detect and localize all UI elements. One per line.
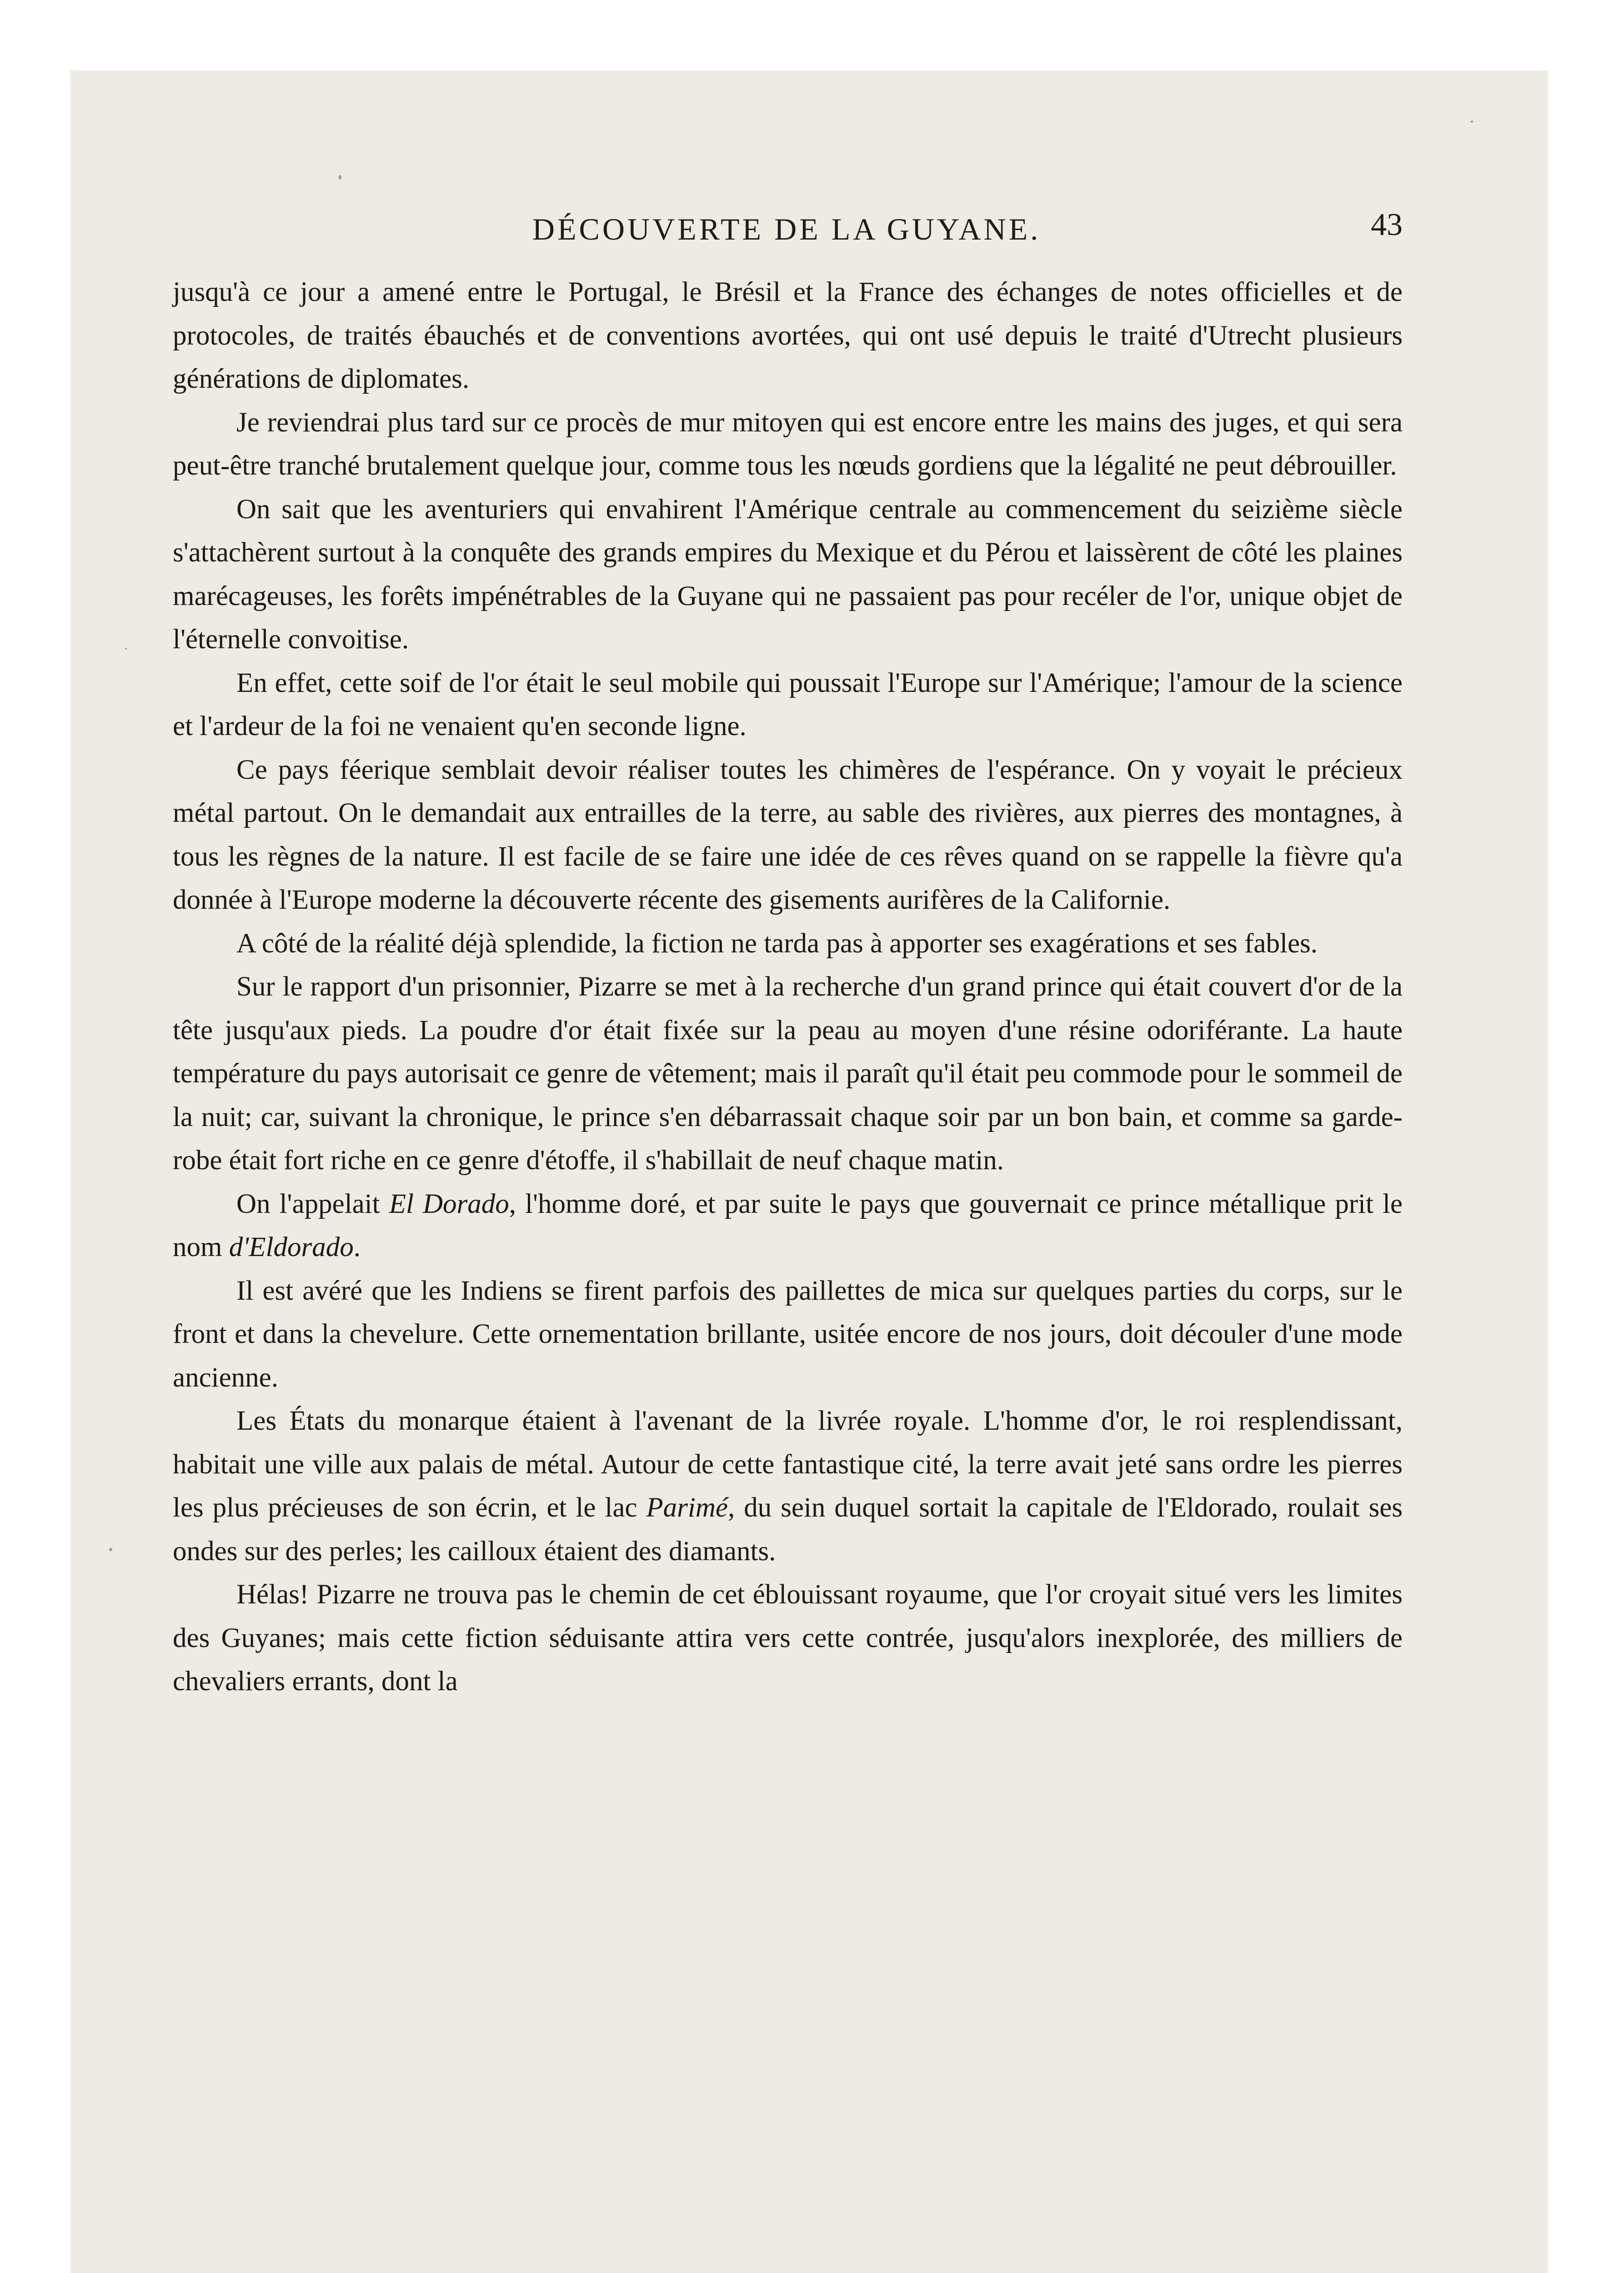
- paragraph-text: En effet, cette soif de l'or était le seul mobile qui poussait l'Europe sur l'Amérique; l'amour de la science et l'ardeur de la foi ne venaient qu'en seconde ligne.: [173, 667, 1403, 741]
- paragraph: [173, 401, 1403, 488]
- paragraph-text: Les États du monarque étaient à l'avenant de la livrée royale. L'homme d'or, le roi resplendissant, habitait une ville aux palais de métal. Autour de cette fantastique cité, la terre avait jeté sans ordre les pierres les plus précieuses de son écrin, et le lac: [173, 1406, 1403, 1523]
- paper-speck: [109, 1548, 112, 1551]
- paragraph: [173, 922, 1403, 966]
- paragraph-text: Hélas! Pizarre ne trouva pas le chemin de cet éblouissant royaume, que l'or croyait situé vers les limites des Guyanes; mais cette fiction séduisante attira vers cette contrée, jusqu'alors inexplorée, des milliers de chevaliers errants, dont la: [173, 1579, 1403, 1697]
- paragraph-text: jusqu'à ce jour a amené entre le Portugal, le Brésil et la France des échanges de notes officielles et de protocoles, de traités ébauchés et de conventions avortées, qui ont usé depuis le traité d'Utrecht plusieurs générations de diplomates.: [173, 277, 1403, 394]
- paper-speck: [1471, 120, 1473, 123]
- paragraph: [173, 1399, 1403, 1573]
- paragraph: [173, 965, 1403, 1182]
- paragraph-text: .: [353, 1232, 361, 1262]
- paragraph: [173, 1182, 1403, 1269]
- paragraph-text: A côté de la réalité déjà splendide, la fiction ne tarda pas à apporter ses exagérations et ses fables.: [236, 928, 1318, 959]
- paragraph: [173, 748, 1403, 922]
- paper-speck: [125, 648, 127, 650]
- paragraph: [173, 488, 1403, 661]
- paragraph-text: On sait que les aventuriers qui envahirent l'Amérique centrale au commencement du seizième siècle s'attachèrent surtout à la conquête des grands empires du Mexique et du Pérou et laissèrent de côté les plaines marécageuses, les forêts impénétrables de la Guyane qui ne passaient pas pour recéler de l'or, unique objet de l'éternelle convoitise.: [173, 494, 1403, 655]
- body-text: [173, 270, 1403, 1703]
- paragraph-text: , l'homme doré, et par suite le pays que gouvernait ce prince métallique prit le nom: [173, 1188, 1403, 1262]
- paragraph: [173, 1269, 1403, 1400]
- paragraph-text: Ce pays féerique semblait devoir réaliser toutes les chimères de l'espérance. On y voyait le précieux métal partout. On le demandait aux entrailles de la terre, au sable des rivières, aux pierres des montagnes, à tous les règnes de la nature. Il est facile de se faire une idée de ces rêves quand on se rappelle la fièvre qu'a donnée à l'Europe moderne la découverte récente des gisements aurifères de la Californie.: [173, 754, 1403, 915]
- paragraph-text: Il est avéré que les Indiens se firent parfois des paillettes de mica sur quelques parties du corps, sur le front et dans la chevelure. Cette ornementation brillante, usitée encore de nos jours, doit découler d'une mode ancienne.: [173, 1275, 1403, 1393]
- paragraph: [173, 1573, 1403, 1703]
- italic-term: El Dorado: [389, 1188, 509, 1219]
- italic-term: d'Eldorado: [229, 1232, 354, 1262]
- paragraph-text: Je reviendrai plus tard sur ce procès de mur mitoyen qui est encore entre les mains des juges, et qui sera peut-être tranché brutalement quelque jour, comme tous les nœuds gordiens que la légalité ne peut débrouiller.: [173, 407, 1403, 481]
- paper-speck: [339, 175, 341, 180]
- running-title: DÉCOUVERTE DE LA GUYANE.: [532, 212, 1041, 246]
- page-number: 43: [1371, 207, 1403, 242]
- book-page: [70, 70, 1548, 2273]
- paragraph-text: , du sein duquel sortait la capitale de l'Eldorado, roulait ses ondes sur des perles; les cailloux étaient des diamants.: [173, 1492, 1403, 1567]
- paragraph: [173, 661, 1403, 748]
- italic-term: Parimé: [646, 1492, 728, 1523]
- paragraph: [173, 270, 1403, 401]
- paragraph-text: On l'appelait: [236, 1188, 389, 1219]
- paragraph-text: Sur le rapport d'un prisonnier, Pizarre se met à la recherche d'un grand prince qui était couvert d'or de la tête jusqu'aux pieds. La poudre d'or était fixée sur la peau au moyen d'une résine odoriférante. La haute température du pays autorisait ce genre de vêtement; mais il paraît qu'il était peu commode pour le sommeil de la nuit; car, suivant la chronique, le prince s'en débarrassait chaque soir par un bon bain, et comme sa garde-robe était fort riche en ce genre d'étoffe, il s'habillait de neuf chaque matin.: [173, 971, 1403, 1176]
- page-header: [170, 207, 1403, 257]
